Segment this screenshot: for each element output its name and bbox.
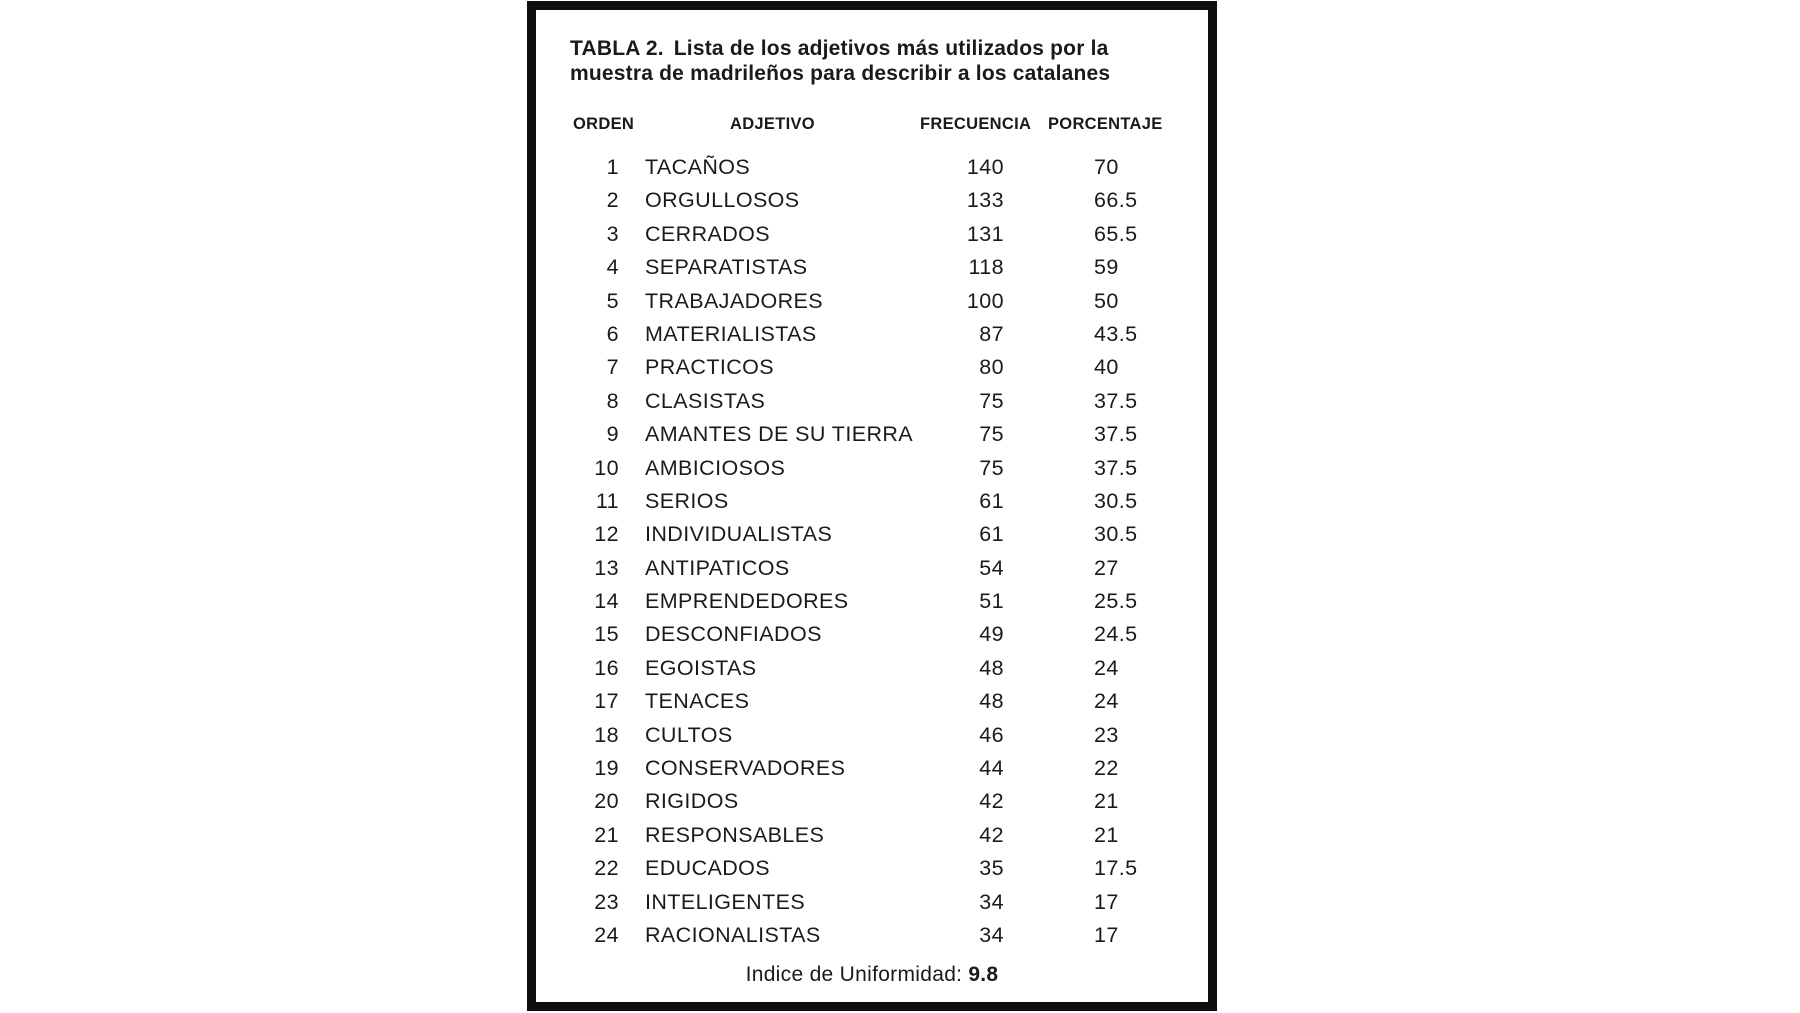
- cell-porcentaje: 25.5: [1094, 589, 1138, 614]
- table-row: [536, 856, 1208, 889]
- cell-porcentaje: 30.5: [1094, 522, 1138, 547]
- cell-orden: 19: [594, 756, 619, 781]
- cell-frecuencia: 35: [979, 856, 1004, 881]
- header-orden: ORDEN: [573, 115, 635, 133]
- cell-adjetivo: ANTIPATICOS: [645, 555, 790, 580]
- cell-porcentaje: 22: [1094, 756, 1119, 781]
- cell-frecuencia: 80: [979, 355, 1004, 380]
- cell-adjetivo: SEPARATISTAS: [645, 255, 808, 280]
- cell-porcentaje: 23: [1094, 722, 1119, 747]
- cell-adjetivo: EGOISTAS: [645, 655, 757, 680]
- cell-frecuencia: 48: [979, 655, 1004, 680]
- cell-adjetivo: CLASISTAS: [645, 388, 766, 413]
- cell-orden: 22: [594, 856, 619, 881]
- cell-porcentaje: 24.5: [1094, 622, 1138, 647]
- cell-frecuencia: 100: [966, 288, 1004, 313]
- table-row: [536, 522, 1208, 555]
- caption-text: Lista de los adjetivos más utilizados por la muestra de madrileños para describir a los catalanes: [570, 37, 1111, 85]
- header-frecuencia: FRECUENCIA: [920, 115, 1032, 133]
- cell-adjetivo: DESCONFIADOS: [645, 622, 822, 647]
- header-adjetivo: ADJETIVO: [730, 115, 815, 133]
- cell-frecuencia: 34: [979, 922, 1004, 947]
- cell-frecuencia: 61: [979, 488, 1004, 513]
- table-frame: [527, 1, 1217, 1011]
- table-row: [536, 890, 1208, 923]
- cell-adjetivo: TRABAJADORES: [645, 288, 824, 313]
- cell-porcentaje: 37.5: [1094, 388, 1138, 413]
- table-row: [536, 589, 1208, 622]
- cell-frecuencia: 75: [979, 388, 1004, 413]
- cell-orden: 7: [606, 355, 619, 380]
- table-row: [536, 489, 1208, 522]
- cell-orden: 3: [606, 221, 619, 246]
- cell-adjetivo: INDIVIDUALISTAS: [645, 522, 833, 547]
- cell-adjetivo: TENACES: [645, 689, 750, 714]
- table-row: [536, 923, 1208, 956]
- cell-orden: 6: [606, 321, 619, 346]
- cell-orden: 11: [595, 488, 619, 513]
- cell-porcentaje: 17.5: [1094, 856, 1138, 881]
- cell-orden: 5: [606, 288, 619, 313]
- table-row: [536, 322, 1208, 355]
- table-row: [536, 656, 1208, 689]
- table-row: [536, 689, 1208, 722]
- cell-adjetivo: TACAÑOS: [645, 155, 751, 179]
- cell-adjetivo: AMANTES DE SU TIERRA: [645, 422, 914, 447]
- caption-label: TABLA 2.: [570, 37, 664, 60]
- cell-adjetivo: PRACTICOS: [645, 355, 775, 380]
- table-row: [536, 723, 1208, 756]
- cell-porcentaje: 17: [1094, 922, 1119, 947]
- cell-orden: 1: [606, 155, 619, 179]
- table-caption: [570, 36, 1184, 86]
- header-porcentaje: PORCENTAJE: [1048, 115, 1163, 133]
- cell-adjetivo: RESPONSABLES: [645, 822, 825, 847]
- cell-adjetivo: EDUCADOS: [645, 856, 771, 881]
- cell-porcentaje: 59: [1094, 255, 1119, 280]
- cell-porcentaje: 43.5: [1094, 321, 1138, 346]
- cell-frecuencia: 46: [979, 722, 1004, 747]
- cell-porcentaje: 17: [1094, 889, 1119, 914]
- cell-adjetivo: CONSERVADORES: [645, 756, 846, 781]
- cell-adjetivo: AMBICIOSOS: [645, 455, 786, 480]
- table-row: [536, 355, 1208, 388]
- cell-porcentaje: 37.5: [1094, 455, 1138, 480]
- cell-orden: 15: [594, 622, 619, 647]
- cell-porcentaje: 40: [1094, 355, 1119, 380]
- cell-frecuencia: 42: [979, 822, 1004, 847]
- cell-frecuencia: 118: [968, 255, 1004, 280]
- table-row: [536, 255, 1208, 288]
- cell-porcentaje: 65.5: [1094, 221, 1138, 246]
- cell-frecuencia: 42: [979, 789, 1004, 814]
- cell-adjetivo: RIGIDOS: [645, 789, 739, 814]
- cell-adjetivo: CULTOS: [645, 722, 733, 747]
- cell-frecuencia: 75: [979, 422, 1004, 447]
- cell-porcentaje: 70: [1094, 155, 1119, 179]
- cell-porcentaje: 50: [1094, 288, 1119, 313]
- uniformity-value: 9.8: [968, 963, 999, 986]
- cell-orden: 23: [594, 889, 619, 914]
- cell-frecuencia: 61: [979, 522, 1004, 547]
- table-row: [536, 289, 1208, 322]
- cell-orden: 10: [594, 455, 619, 480]
- cell-frecuencia: 87: [979, 321, 1004, 346]
- cell-orden: 4: [606, 255, 619, 280]
- cell-adjetivo: MATERIALISTAS: [645, 321, 817, 346]
- cell-porcentaje: 30.5: [1094, 488, 1138, 513]
- cell-orden: 13: [594, 555, 619, 580]
- cell-porcentaje: 24: [1094, 689, 1119, 714]
- cell-porcentaje: 24: [1094, 655, 1119, 680]
- cell-frecuencia: 133: [966, 188, 1004, 213]
- uniformity-index: [536, 963, 1208, 987]
- table-row: [536, 789, 1208, 822]
- cell-frecuencia: 48: [979, 689, 1004, 714]
- cell-porcentaje: 21: [1094, 789, 1119, 814]
- cell-orden: 20: [594, 789, 619, 814]
- cell-frecuencia: 54: [979, 555, 1004, 580]
- uniformity-label: Indice de Uniformidad:: [745, 963, 963, 986]
- cell-orden: 18: [594, 722, 619, 747]
- cell-adjetivo: RACIONALISTAS: [645, 922, 821, 947]
- cell-orden: 16: [594, 655, 619, 680]
- cell-orden: 21: [594, 822, 619, 847]
- table-row: [536, 422, 1208, 455]
- cell-frecuencia: 34: [979, 889, 1004, 914]
- table-row: [536, 556, 1208, 589]
- cell-orden: 2: [606, 188, 619, 213]
- cell-frecuencia: 140: [966, 155, 1004, 179]
- cell-frecuencia: 44: [979, 756, 1004, 781]
- cell-porcentaje: 21: [1094, 822, 1119, 847]
- cell-orden: 12: [594, 522, 619, 547]
- table-row: [536, 456, 1208, 489]
- cell-frecuencia: 75: [979, 455, 1004, 480]
- cell-frecuencia: 49: [979, 622, 1004, 647]
- cell-frecuencia: 51: [979, 589, 1004, 614]
- table-row: [536, 622, 1208, 655]
- cell-orden: 17: [594, 689, 619, 714]
- table-row: [536, 389, 1208, 422]
- table-body: [536, 155, 1208, 956]
- cell-frecuencia: 131: [966, 221, 1004, 246]
- table-row: [536, 188, 1208, 221]
- cell-porcentaje: 37.5: [1094, 422, 1138, 447]
- table-row: [536, 222, 1208, 255]
- cell-porcentaje: 27: [1094, 555, 1119, 580]
- cell-orden: 14: [594, 589, 619, 614]
- cell-orden: 8: [606, 388, 619, 413]
- cell-adjetivo: SERIOS: [645, 488, 729, 513]
- cell-adjetivo: ORGULLOSOS: [645, 188, 800, 213]
- cell-adjetivo: INTELIGENTES: [645, 889, 806, 914]
- table-row: [536, 155, 1208, 188]
- table-row: [536, 823, 1208, 856]
- cell-orden: 9: [606, 422, 619, 447]
- table-row: [536, 756, 1208, 789]
- cell-adjetivo: CERRADOS: [645, 221, 771, 246]
- cell-adjetivo: EMPRENDEDORES: [645, 589, 849, 614]
- cell-orden: 24: [594, 922, 619, 947]
- cell-porcentaje: 66.5: [1094, 188, 1138, 213]
